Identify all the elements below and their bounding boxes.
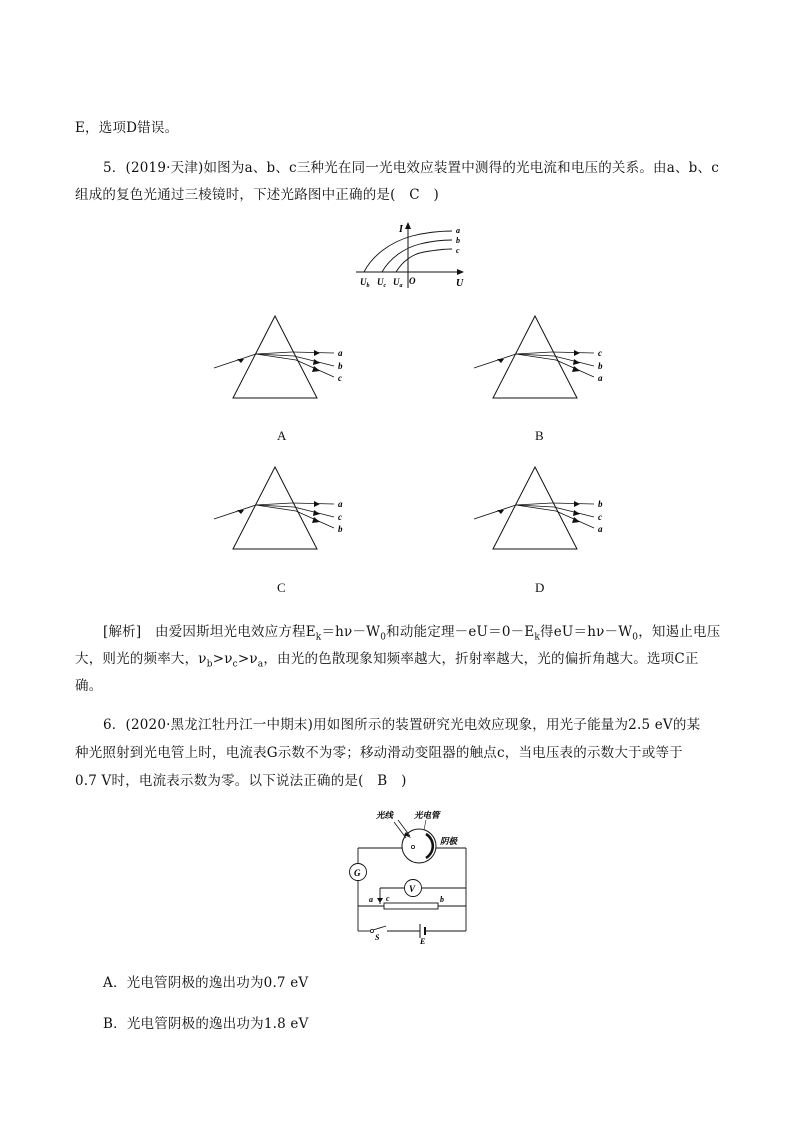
prism-d-label-2: c xyxy=(598,512,602,522)
tick-ua: $U_a$ xyxy=(393,277,403,289)
iu-graph xyxy=(350,220,470,292)
tube-label: 光电管 xyxy=(414,810,440,820)
caption-c: C xyxy=(277,580,286,595)
rheostat xyxy=(384,903,438,909)
graph-y-label: I xyxy=(399,224,403,235)
text-line-1: E，选项D错误。 xyxy=(75,120,179,136)
prism-b-label-3: a xyxy=(598,373,603,383)
question-6-line-1: 6．(2020·黑龙江牡丹江一中期末)用如图所示的装置研究光电效应现象，用光子能量为2.5 eV的某 xyxy=(103,717,701,733)
explanation-line-3: 确。 xyxy=(75,678,103,694)
prism-diagram-a xyxy=(210,312,360,402)
prism-diagram-b xyxy=(470,312,620,402)
option-b: B．光电管阴极的逸出功为1.8 eV xyxy=(103,1016,309,1032)
voltmeter-label: V xyxy=(409,884,416,894)
prism-c-label-2: c xyxy=(338,512,342,522)
prism-d-label-1: b xyxy=(598,499,603,509)
question-6-line-2: 种光照射到光电管上时，电流表G示数不为零；移动滑动变阻器的触点c，当电压表的示数大于或等于 xyxy=(75,745,683,761)
prism-c-label-1: a xyxy=(338,499,343,509)
prism-c-label-3: b xyxy=(338,524,343,534)
caption-b: B xyxy=(535,428,544,443)
prism-b-label-1: c xyxy=(598,348,602,358)
prism-a-label-3: c xyxy=(338,373,342,383)
prism-d-label-3: a xyxy=(598,524,603,534)
option-a: A．光电管阴极的逸出功为0.7 eV xyxy=(103,975,309,991)
ammeter-label: G xyxy=(354,868,361,878)
explanation-line-1: [解析] 由爱因斯坦光电效应方程$E_k=h\nu-W_0$和动能定理$-eU=0-E_k$得$eU=h\nu-W_0$，知遏止电压 xyxy=(103,624,721,643)
cathode-label: 阴极 xyxy=(440,836,458,846)
graph-origin: O xyxy=(409,276,416,286)
explanation-line-2: 大，则光的频率大，$\nu_b>\nu_c>\nu_a$，由光的色散现象知频率越大，折射率越大，光的偏折角越大。选项C正 xyxy=(75,651,699,670)
prism-a-label-1: a xyxy=(338,348,343,358)
light-label: 光线 xyxy=(376,810,394,820)
prism-diagram-c xyxy=(210,463,360,553)
curve-label-a: a xyxy=(456,226,460,235)
question-5-line-1: 5．(2019·天津)如图为a、b、c三种光在同一光电效应装置中测得的光电流和电压的关系。由a、b、c xyxy=(103,160,719,176)
curve-label-b: b xyxy=(456,236,460,245)
prism-a-label-2: b xyxy=(338,361,343,371)
prism-diagram-d xyxy=(470,463,620,553)
circuit-diagram xyxy=(340,806,490,946)
question-5-line-2: 组成的复色光通过三棱镜时，下述光路图中正确的是( C ) xyxy=(75,187,439,203)
point-c: c xyxy=(386,894,390,903)
point-a: a xyxy=(369,895,373,904)
prism-b-label-2: b xyxy=(598,361,603,371)
switch-label: S xyxy=(375,933,380,942)
caption-d: D xyxy=(535,580,545,595)
question-6-line-3: 0.7 V时，电流表示数为零。以下说法正确的是( B ) xyxy=(75,773,407,789)
battery-label: E xyxy=(420,937,426,946)
caption-a: A xyxy=(277,428,287,443)
graph-x-label: U xyxy=(456,278,464,289)
curve-label-c: c xyxy=(456,246,460,255)
tick-ub: $U_b$ xyxy=(360,277,370,289)
tick-uc: $U_c$ xyxy=(377,277,387,289)
point-b: b xyxy=(440,895,444,904)
